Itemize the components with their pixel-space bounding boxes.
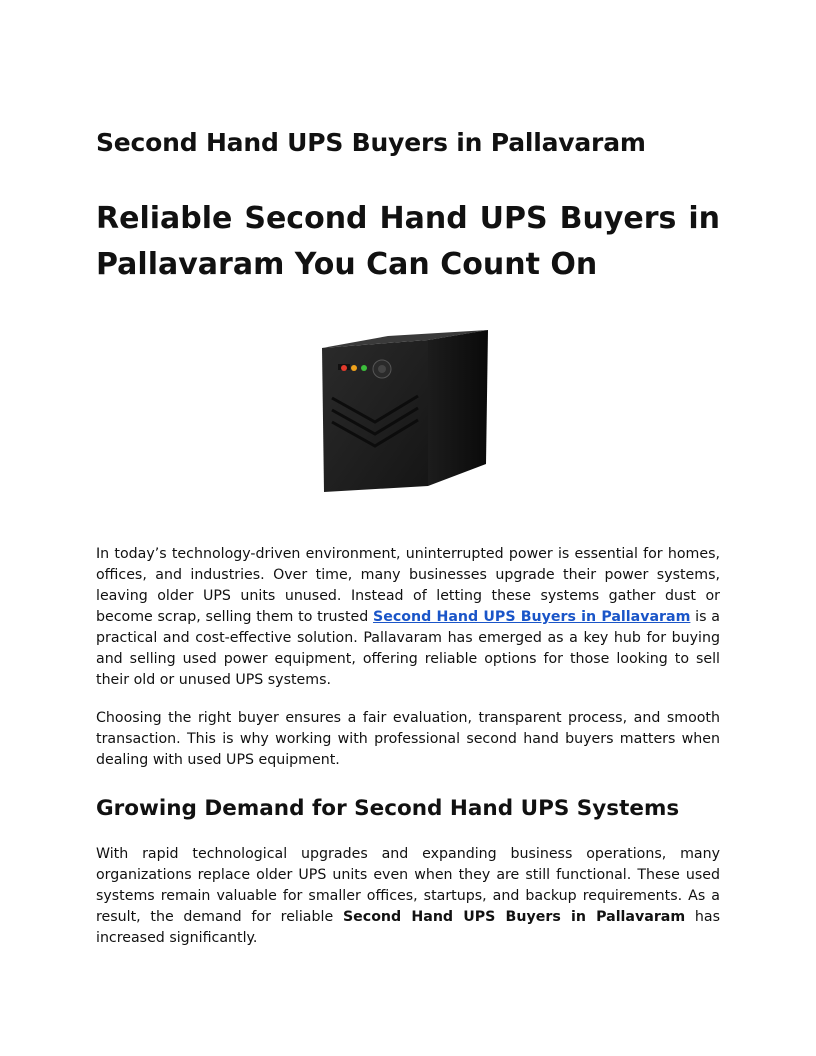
document-heading: Second Hand UPS Buyers in Pallavaram <box>96 128 646 157</box>
document-title: Reliable Second Hand UPS Buyers in Pallavaram You Can Count On <box>96 201 720 282</box>
intro-text-1: In today’s technology-driven environment, uninterrupted power is essential for homes, offices, and industries. Over time, many businesses upgrade their power systems, leaving older UPS units unused. Instead of letting these systems gather dust or become scrap, selling them to trusted <box>96 546 720 625</box>
third-text-2: has increased significantly. <box>96 909 720 946</box>
third-text-1: With rapid technological upgrades and expanding business operations, many organizations replace older UPS units even when they are still functional. These used systems remain valuable for smaller offices, startups, and backup requirements. As a result, the demand for reliable <box>96 846 720 925</box>
third-paragraph <box>96 844 720 949</box>
intro-text-2: is a practical and cost-effective solution. Pallavaram has emerged as a key hub for buying and selling used power equipment, offering reliable options for those looking to sell their old or unused UPS systems. <box>96 609 720 688</box>
ups-product-image <box>318 326 498 496</box>
intro-paragraph <box>96 544 720 691</box>
ups-illustration <box>318 326 498 496</box>
second-paragraph: Choosing the right buyer ensures a fair evaluation, transparent process, and smooth transaction. This is why working with professional second hand buyers matters when dealing with used UPS equipment. <box>96 710 720 768</box>
section-heading: Growing Demand for Second Hand UPS Systems <box>96 796 680 821</box>
buyers-link[interactable]: Second Hand UPS Buyers in Pallavaram <box>373 609 691 625</box>
bold-keyword: Second Hand UPS Buyers in Pallavaram <box>342 909 686 925</box>
